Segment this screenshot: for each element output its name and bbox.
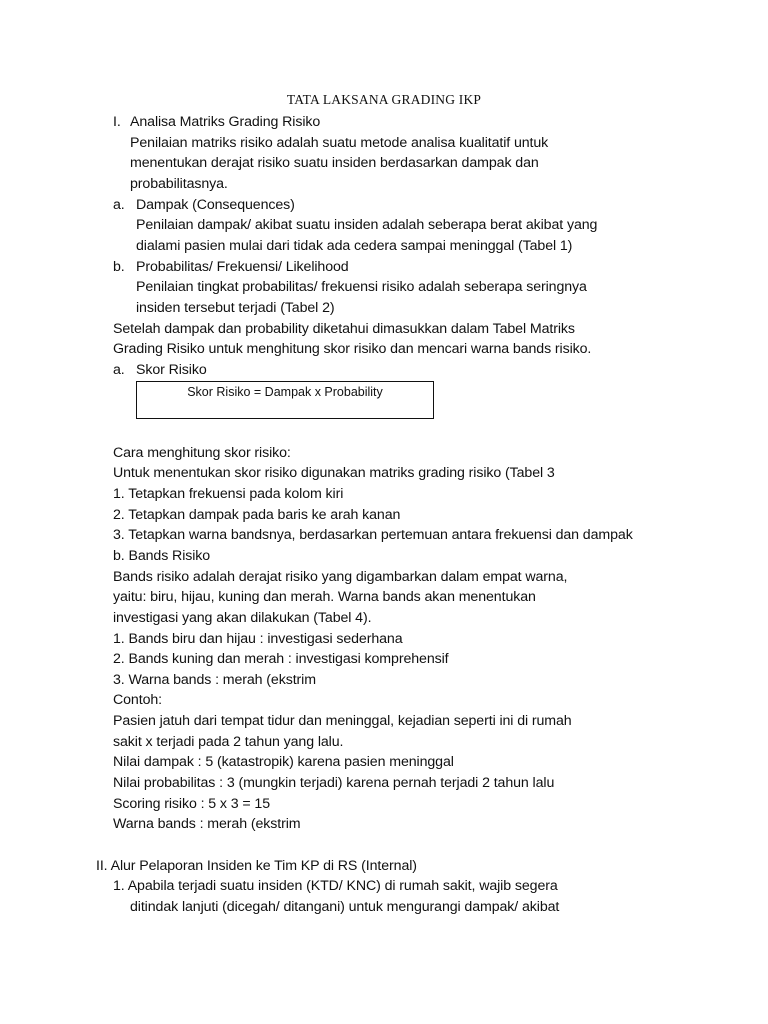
paragraph-line: probabilitasnya. — [130, 176, 228, 192]
paragraph-line: Scoring risiko : 5 x 3 = 15 — [113, 796, 270, 812]
section-heading: II. Alur Pelaporan Insiden ke Tim KP di RS (Internal) — [96, 858, 417, 874]
numbered-step: 1. Tetapkan frekuensi pada kolom kiri — [113, 486, 344, 502]
paragraph-line: Pasien jatuh dari tempat tidur dan meninggal, kejadian seperti ini di rumah — [113, 713, 572, 729]
numbered-step: 3. Warna bands : merah (ekstrim — [113, 672, 316, 688]
paragraph-line: dialami pasien mulai dari tidak ada cedera sampai meninggal (Tabel 1) — [136, 238, 573, 254]
paragraph-line: Penilaian tingkat probabilitas/ frekuensi risiko adalah seberapa seringnya — [136, 279, 587, 295]
numbered-step: 3. Tetapkan warna bandsnya, berdasarkan pertemuan antara frekuensi dan dampak — [113, 527, 633, 543]
paragraph-line: investigasi yang akan dilakukan (Tabel 4). — [113, 610, 372, 626]
paragraph-line: ditindak lanjuti (dicegah/ ditangani) untuk mengurangi dampak/ akibat — [130, 899, 560, 915]
paragraph-line: yaitu: biru, hijau, kuning dan merah. Warna bands akan menentukan — [113, 589, 536, 605]
section-heading: Analisa Matriks Grading Risiko — [130, 114, 321, 130]
paragraph-line: sakit x terjadi pada 2 tahun yang lalu. — [113, 734, 344, 750]
section-number: I. — [113, 114, 121, 130]
list-marker: a. — [113, 197, 125, 213]
numbered-step: 2. Bands kuning dan merah : investigasi komprehensif — [113, 651, 449, 667]
paragraph-line: insiden tersebut terjadi (Tabel 2) — [136, 300, 335, 316]
numbered-step: 1. Bands biru dan hijau : investigasi sederhana — [113, 631, 403, 647]
paragraph-line: Nilai probabilitas : 3 (mungkin terjadi) karena pernah terjadi 2 tahun lalu — [113, 775, 555, 791]
paragraph-line: Warna bands : merah (ekstrim — [113, 816, 301, 832]
paragraph-line: Penilaian dampak/ akibat suatu insiden adalah seberapa berat akibat yang — [136, 217, 598, 233]
formula-box — [136, 381, 434, 419]
subheading: b. Bands Risiko — [113, 548, 211, 564]
paragraph-line: Cara menghitung skor risiko: — [113, 445, 291, 461]
paragraph-line: menentukan derajat risiko suatu insiden berdasarkan dampak dan — [130, 155, 539, 171]
subheading: Dampak (Consequences) — [136, 197, 295, 213]
paragraph-line: Untuk menentukan skor risiko digunakan matriks grading risiko (Tabel 3 — [113, 465, 555, 481]
list-marker: a. — [113, 362, 125, 378]
numbered-step: 1. Apabila terjadi suatu insiden (KTD/ KNC) di rumah sakit, wajib segera — [113, 878, 558, 894]
subheading: Skor Risiko — [136, 362, 207, 378]
subheading: Probabilitas/ Frekuensi/ Likelihood — [136, 259, 349, 275]
paragraph-line: Penilaian matriks risiko adalah suatu metode analisa kualitatif untuk — [130, 135, 549, 151]
paragraph-line: Grading Risiko untuk menghitung skor risiko dan mencari warna bands risiko. — [113, 341, 592, 357]
paragraph-line: Setelah dampak dan probability diketahui dimasukkan dalam Tabel Matriks — [113, 321, 575, 337]
list-marker: b. — [113, 259, 125, 275]
document-title: TATA LAKSANA GRADING IKP — [286, 92, 482, 107]
paragraph-line: Nilai dampak : 5 (katastropik) karena pasien meninggal — [113, 754, 454, 770]
numbered-step: 2. Tetapkan dampak pada baris ke arah kanan — [113, 507, 401, 523]
paragraph-line: Bands risiko adalah derajat risiko yang digambarkan dalam empat warna, — [113, 569, 568, 585]
example-label: Contoh: — [113, 692, 162, 708]
formula-text: Skor Risiko = Dampak x Probability — [187, 385, 383, 399]
